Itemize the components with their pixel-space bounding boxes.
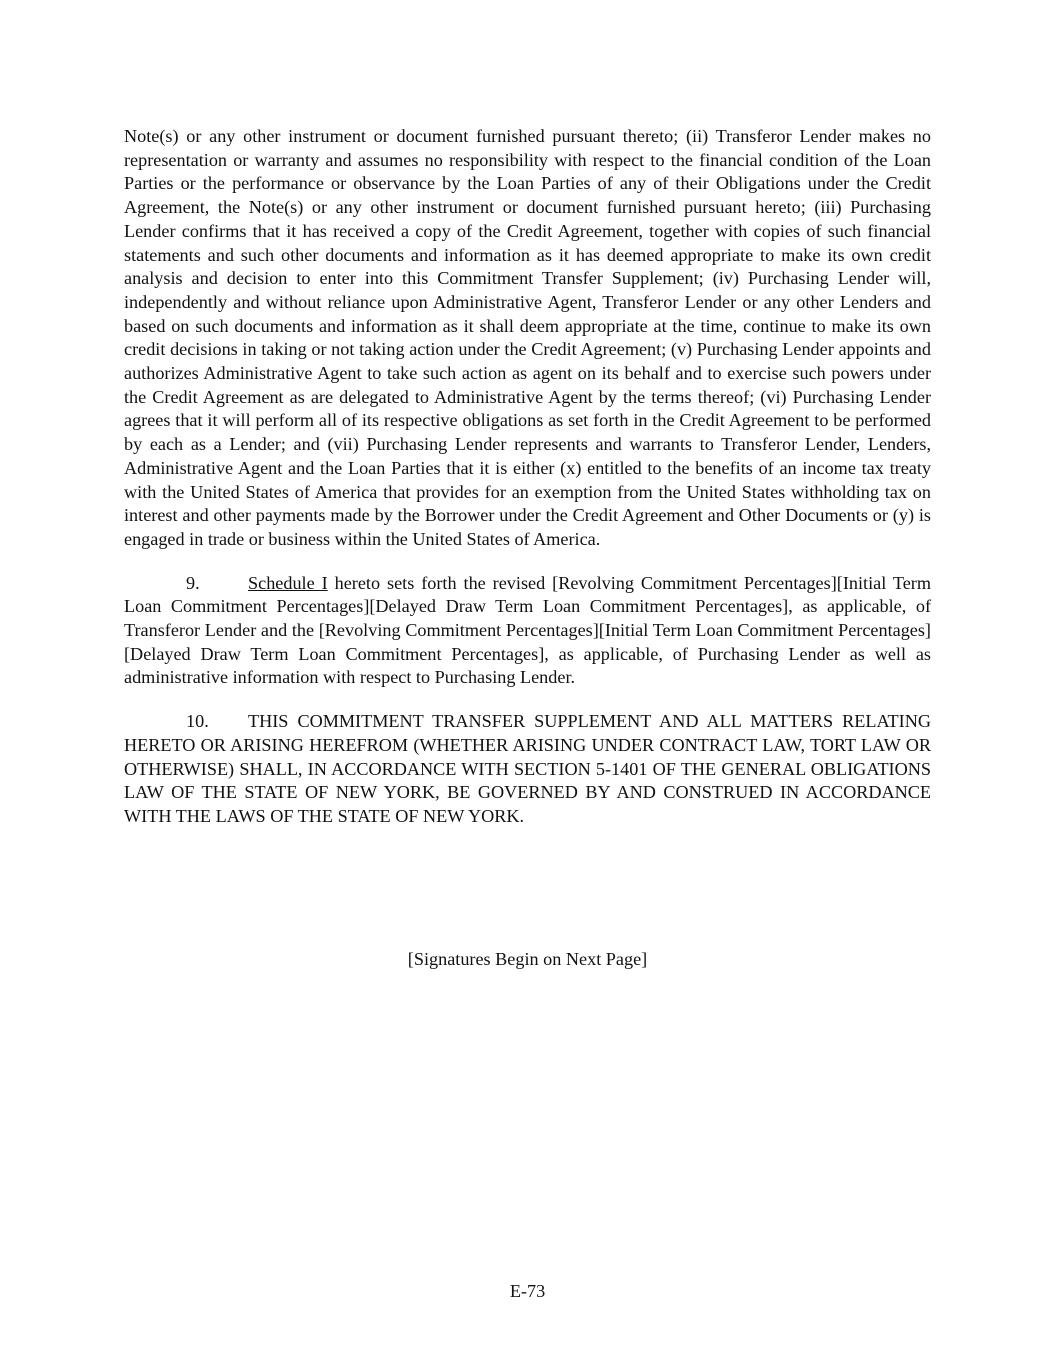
section-9 <box>124 572 931 691</box>
section-10-text: THIS COMMITMENT TRANSFER SUPPLEMENT AND ALL MATTERS RELATING HERETO OR ARISING HEREFROM (WHETHER ARISING UNDER CONTRACT LAW, TORT LAW OR OTHERWISE) SHALL, IN ACCORDANCE WITH SECTION 5-1401 OF THE GENERAL OBLIGATIONS LAW OF THE STATE OF NEW YORK, BE GOVERNED BY AND CONSTRUED IN ACCORDANCE WITH THE LAWS OF THE STATE OF NEW YORK. <box>124 711 931 826</box>
section-9-text: hereto sets forth the revised [Revolving Commitment Percentages][Initial Term Loan Commitment Percentages][Delayed Draw Term Loan Commitment Percentages], as applicable, of Transferor Lender and the [Revolving Commitment Percentages][Initial Term Loan Commitment Percentages][Delayed Draw Term Loan Commitment Percentages], as applicable, of Purchasing Lender as well as administrative information with respect to Purchasing Lender. <box>124 572 931 688</box>
document-body <box>124 125 931 829</box>
schedule-reference: Schedule I <box>248 572 328 593</box>
page-number: E-73 <box>509 1281 546 1301</box>
section-9-number: 9. <box>186 572 200 593</box>
section-10-number: 10. <box>186 711 209 732</box>
paragraph-continued: Note(s) or any other instrument or document furnished pursuant thereto; (ii) Transferor Lender makes no representation or warranty and assumes no responsibility with respect to the financial condition of the Loan Parties or the performance or observance by the Loan Parties of any of their Obligations under the Credit Agreement, the Note(s) or any other instrument or document furnished pursuant hereto; (iii) Purchasing Lender confirms that it has received a copy of the Credit Agreement, together with copies of such financial statements and such other documents and information as it has deemed appropriate to make its own credit analysis and decision to enter into this Commitment Transfer Supplement; (iv) Purchasing Lender will, independently and without reliance upon Administrative Agent, Transferor Lender or any other Lenders and based on such documents and information as it shall deem appropriate at the time, continue to make its own credit decisions in taking or not taking action under the Credit Agreement; (v) Purchasing Lender appoints and authorizes Administrative Agent to take such action as agent on its behalf and to exercise such powers under the Credit Agreement as are delegated to Administrative Agent by the terms thereof; (vi) Purchasing Lender agrees that it will perform all of its respective obligations as set forth in the Credit Agreement to be performed by each as a Lender; and (vii) Purchasing Lender represents and warrants to Transferor Lender, Lenders, Administrative Agent and the Loan Parties that it is either (x) entitled to the benefits of an income tax treaty with the United States of America that provides for an exemption from the United States withholding tax on interest and other payments made by the Borrower under the Credit Agreement and Other Documents or (y) is engaged in trade or business within the United States of America. <box>124 126 931 549</box>
signature-note: [Signatures Begin on Next Page] <box>407 949 648 969</box>
section-10 <box>124 710 931 829</box>
